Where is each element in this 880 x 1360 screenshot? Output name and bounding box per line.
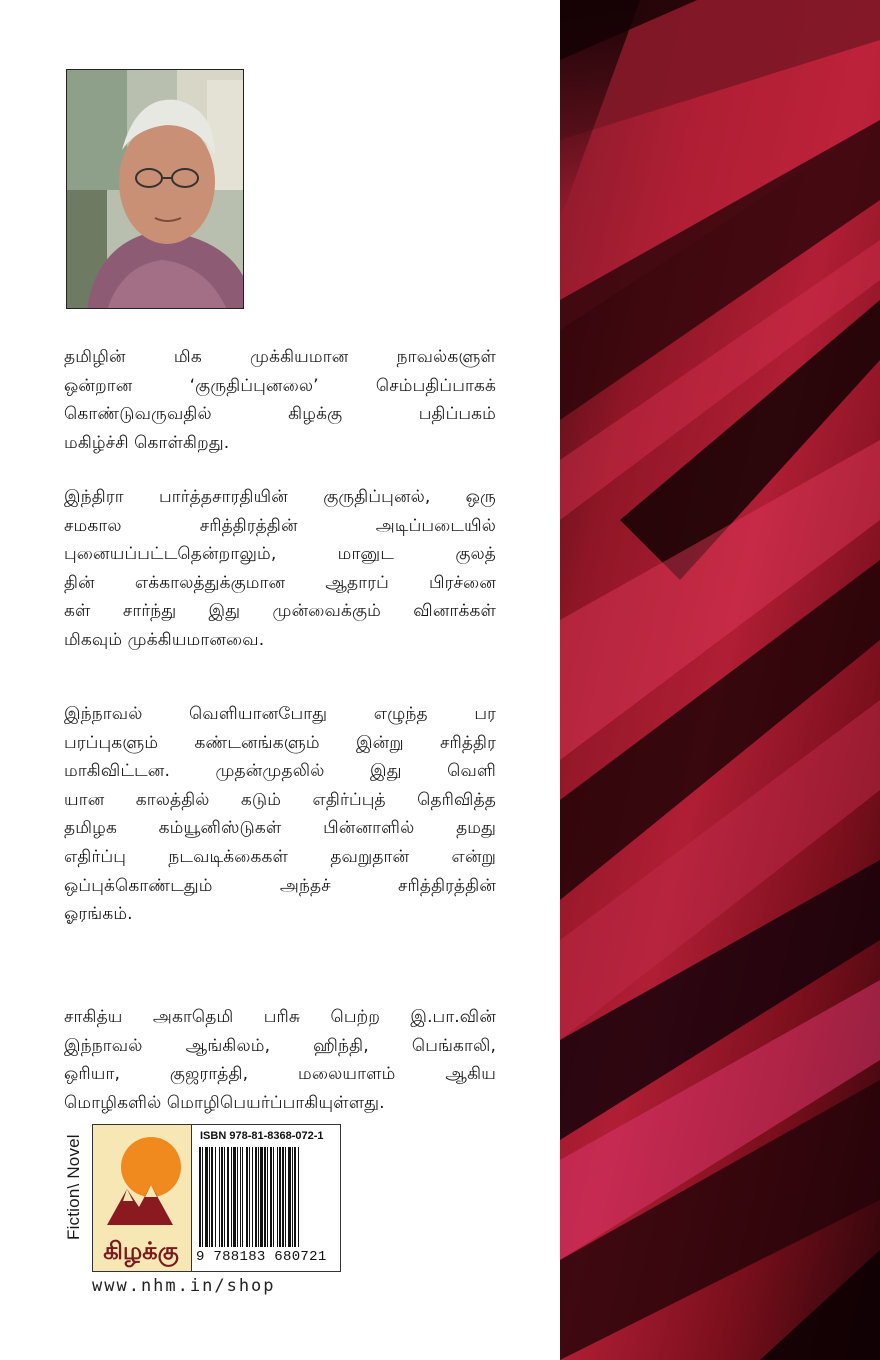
barcode-bar [285, 1147, 286, 1247]
blurb-line: சாகித்ய அகாதெமி பரிசு பெற்ற இ.பா.வின் [64, 1007, 496, 1027]
blurb-line: யான காலத்தில் கடும் எதிர்ப்புத் தெரிவித்த [64, 789, 496, 810]
blurb-paragraph-1 [64, 343, 496, 457]
barcode-bar [273, 1147, 274, 1247]
blurb-paragraph-3 [64, 700, 496, 929]
blurb-paragraph-2 [64, 483, 496, 655]
blurb-line: மாகிவிட்டன. முதன்முதலில் இது வெளி [64, 761, 496, 782]
barcode-bar [221, 1147, 223, 1247]
blurb-line: கொண்டுவருவதில் கிழக்கு பதிப்பகம் [64, 404, 496, 425]
barcode-bar [282, 1147, 284, 1247]
blurb-line: எதிர்ப்பு நடவடிக்கைகள் தவறுதான் என்று [64, 846, 496, 867]
barcode-bar [215, 1147, 216, 1247]
isbn-barcode-block [192, 1124, 341, 1272]
blurb-line: ஒப்புக்கொண்டதும் அந்தச் சரித்திரத்தின் [64, 875, 496, 896]
barcode-bar [264, 1147, 266, 1247]
barcode-bar [227, 1147, 229, 1247]
barcode-bar [219, 1147, 220, 1247]
barcode-bar [209, 1147, 210, 1247]
blurb-line: இந்திரா பார்த்தசாரதியின் குருதிப்புனல், ஒரு [64, 487, 496, 507]
blurb-line: தின் எக்காலத்துக்குமான ஆதாரப் பிரச்னை [64, 572, 496, 593]
blurb-line: தமிழக கம்யூனிஸ்டுகள் பின்னாளில் தமது [64, 818, 496, 839]
blurb-line: சமகால சரித்திரத்தின் அடிப்படையில் [64, 515, 496, 536]
barcode-bar [292, 1147, 293, 1247]
author-photo [66, 69, 244, 309]
blurb-paragraph-4 [64, 1003, 496, 1117]
barcode-bar [246, 1147, 248, 1247]
barcode-bar [199, 1147, 201, 1247]
blurb-line: கள் சார்ந்து இது முன்வைக்கும் வினாக்கள் [64, 601, 496, 622]
barcode-bar [233, 1147, 236, 1247]
blurb-line: இந்நாவல் வெளியானபோது எழுந்த பர [64, 704, 496, 724]
barcode-bar [267, 1147, 268, 1247]
barcode-bar [270, 1147, 272, 1247]
publisher-logo-text: கிழக்கு [103, 1237, 179, 1265]
blurb-line: ஒன்றான ‘குருதிப்புனலை’ செம்பதிப்பாகக் [64, 375, 496, 396]
abstract-red-artwork [560, 0, 880, 1360]
blurb-line: ஒரியா, குஜராத்தி, மலையாளம் ஆகிய [64, 1064, 496, 1085]
barcode-bar [298, 1147, 299, 1247]
blurb-line: மிகவும் முக்கியமானவை. [64, 629, 265, 650]
barcode [199, 1147, 333, 1247]
isbn-label: ISBN 978-81-8368-072-1 [200, 1130, 324, 1142]
barcode-bar [277, 1147, 278, 1247]
barcode-bar [205, 1147, 208, 1247]
barcode-bar [279, 1147, 281, 1247]
barcode-bar [252, 1147, 253, 1247]
cover-art-strip [560, 0, 880, 1360]
barcode-bar [240, 1147, 241, 1247]
barcode-bar [211, 1147, 213, 1247]
blurb-line: தமிழின் மிக முக்கியமான நாவல்களுள் [64, 347, 496, 367]
barcode-bar [237, 1147, 238, 1247]
barcode-bar [231, 1147, 232, 1247]
barcode-bar [242, 1147, 243, 1247]
barcode-bar [249, 1147, 250, 1247]
barcode-bar [258, 1147, 259, 1247]
publisher-logo [92, 1124, 192, 1272]
barcode-bar [255, 1147, 257, 1247]
blurb-line: புனையப்பட்டதென்றாலும், மானுட குலத் [64, 544, 496, 565]
blurb-line: பரப்புகளும் கண்டனங்களும் இன்று சரித்திர [64, 732, 496, 753]
barcode-bar [260, 1147, 263, 1247]
blurb-line: மகிழ்ச்சி கொள்கிறது. [64, 432, 230, 453]
blurb-line: இந்நாவல் ஆங்கிலம், ஹிந்தி, பெங்காலி, [64, 1035, 496, 1056]
barcode-bar [288, 1147, 291, 1247]
barcode-bar [202, 1147, 203, 1247]
barcode-bar [224, 1147, 225, 1247]
barcode-bar [294, 1147, 296, 1247]
ean-digits: 9 788183 680721 [196, 1249, 327, 1265]
blurb-line: ஓரங்கம். [64, 904, 133, 925]
blurb-line: மொழிகளில் மொழிபெயர்ப்பாகியுள்ளது. [64, 1092, 385, 1113]
shop-url-link[interactable]: www.nhm.in/shop [92, 1276, 276, 1296]
